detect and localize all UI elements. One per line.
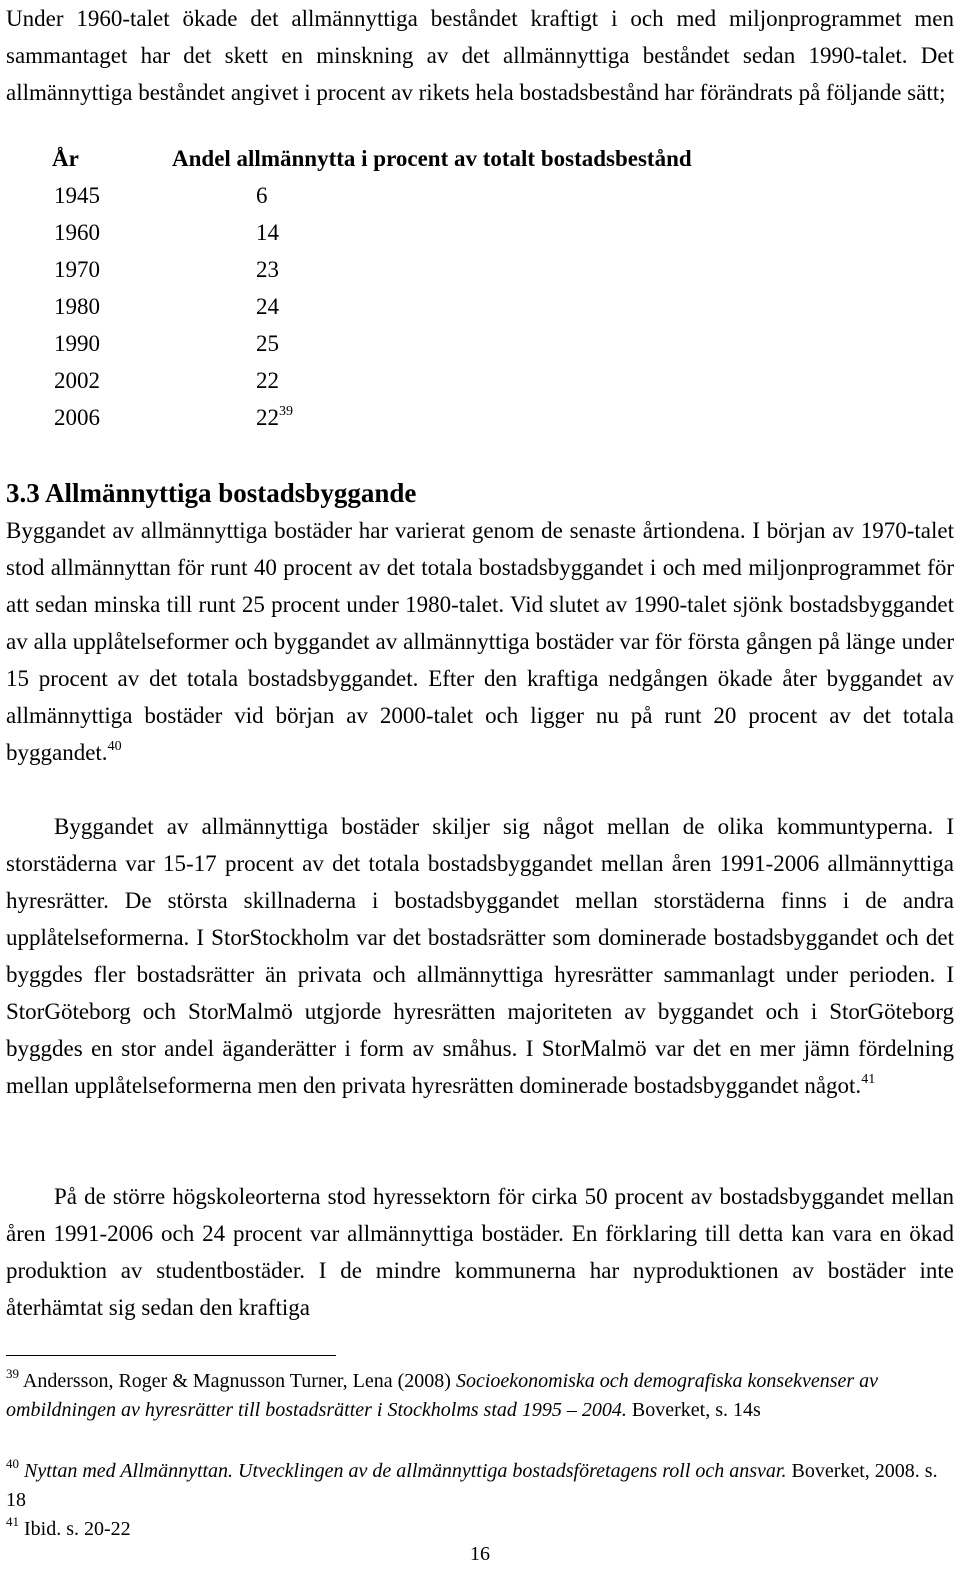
footnote-divider — [6, 1355, 336, 1356]
paragraph-1-text: Byggandet av allmännyttiga bostäder har varierat genom de senaste årtiondena. I början av 1970-talet stod allmännyttan för runt 40 procent av det totala bostadsbyggandet i och med miljonprogrammet för att sedan minska till runt 25 procent under 1980-talet. Vid slutet av 1990-talet sjönk bostadsbyggandet av alla upplåtelseformer och byggandet av allmännyttiga bostäder var för första gången på länge under 15 procent av det totala bostadsbyggandet. Efter den kraftiga nedgången ökade åter byggandet av allmännyttiga bostäder vid början av 2000-talet och ligger nu på runt 20 procent av det totala byggandet. — [6, 518, 954, 765]
footnote-text: Andersson, Roger & Magnusson Turner, Lena (2008) — [22, 1370, 456, 1392]
table-cell-value: 6 — [256, 183, 268, 208]
table-cell-value-text: 22 — [256, 405, 279, 430]
table-cell-year: 2006 — [54, 405, 100, 430]
footnote-ref-39[interactable]: 39 — [279, 404, 293, 419]
footnote-text: Ibid. s. 20-22 — [24, 1518, 131, 1540]
footnote-39 — [6, 1367, 954, 1425]
table-cell-year: 1945 — [54, 183, 100, 208]
footnote-title: Nyttan med Allmännyttan. Utvecklingen av de allmännyttiga bostadsföretagens roll och ansvar. — [24, 1460, 787, 1482]
table-cell-year: 1990 — [54, 331, 100, 356]
footnote-text: Boverket, s. 14s — [626, 1399, 761, 1421]
table-cell-value: 24 — [256, 294, 279, 319]
footnote-number: 41 — [6, 1514, 19, 1529]
table-cell-year: 1960 — [54, 220, 100, 245]
footnote-number: 39 — [6, 1366, 19, 1381]
paragraph-3-text: På de större högskoleorterna stod hyressektorn för cirka 50 procent av bostadsbyggandet mellan åren 1991-2006 och 24 procent var allmännyttiga bostäder. En förklaring till detta kan vara en ökad produktion av studentbostäder. I de mindre kommunerna har nyproduktionen av bostäder inte återhämtat sig sedan den kraftiga — [6, 1184, 954, 1320]
table-header-year: År — [52, 146, 79, 171]
section-heading: 3.3 Allmännyttiga bostadsbyggande — [6, 478, 417, 508]
intro-text: Under 1960-talet ökade det allmännyttiga beståndet kraftigt i och med miljonprogrammet men sammantaget har det skett en minskning av det allmännyttiga beståndet sedan 1990-talet. Det allmännyttiga beståndet angivet i procent av rikets hela bostadsbestånd har förändrats på följande sätt; — [6, 6, 954, 105]
table-cell-year: 1980 — [54, 294, 100, 319]
table-cell-value — [256, 399, 293, 436]
footnote-number: 40 — [6, 1456, 19, 1471]
footnote-title: Socioekonomiska och demografiska konsekvenser av ombildningen av hyresrätter till bostadsrätter i Stockholms stad 1995 – 2004. — [6, 1370, 879, 1421]
footnote-40 — [6, 1457, 954, 1515]
footnote-ref-41[interactable]: 41 — [861, 1072, 876, 1087]
paragraph-3 — [6, 1178, 954, 1326]
paragraph-2-text: Byggandet av allmännyttiga bostäder skiljer sig något mellan de olika kommuntyperna. I storstäderna var 15-17 procent av det totala bostadsbyggandet mellan åren 1991-2006 allmännyttiga hyresrätter. De största skillnaderna i bostadsbyggandet mellan storstäderna finns i de andra upplåtelseformerna. I StorStockholm var det bostadsrätter som dominerade bostadsbyggandet och det byggdes fler bostadsrätter än privata och allmännyttiga hyresrätter sammanlagt under perioden. I StorGöteborg och StorMalmö utgjorde hyresrätten majoriteten av byggandet och i StorGöteborg byggdes en stor andel äganderätter i form av småhus. I StorMalmö var det en mer jämn fördelning mellan upplåtelseformerna men den privata hyresrätten dominerade bostadsbyggandet något. — [6, 814, 954, 1098]
footnote-41 — [6, 1515, 954, 1544]
page-number: 16 — [470, 1543, 490, 1565]
table-header-share: Andel allmännytta i procent av totalt bostadsbestånd — [172, 146, 692, 171]
footnote-ref-40[interactable]: 40 — [107, 739, 122, 754]
table-cell-year: 2002 — [54, 368, 100, 393]
table-cell-value: 22 — [256, 368, 279, 393]
footnote-text: Boverket, 2008. s. 18 — [6, 1460, 938, 1511]
table-cell-value: 14 — [256, 220, 279, 245]
intro-paragraph — [6, 0, 954, 111]
paragraph-2 — [6, 808, 954, 1104]
paragraph-1 — [6, 512, 954, 771]
table-cell-year: 1970 — [54, 257, 100, 282]
table-cell-value: 25 — [256, 331, 279, 356]
table-cell-value: 23 — [256, 257, 279, 282]
